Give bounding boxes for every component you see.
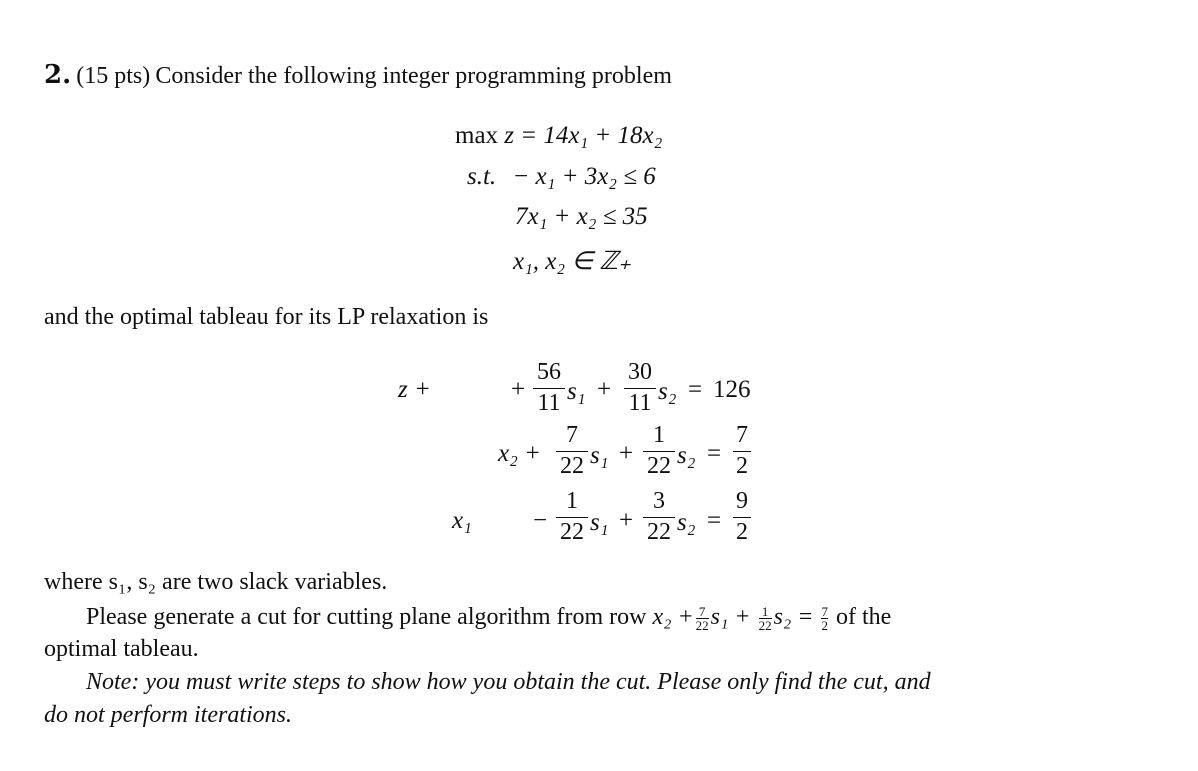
tableau-intro: and the optimal tableau for its LP relaxation is [44,304,489,330]
row1-basic: x₂ + [498,440,541,467]
row0-coef-s1 [533,358,565,415]
row1-plus: + [619,440,634,467]
row0-c2-num: 30 [628,359,652,385]
row1-rhs-num: 7 [736,422,748,448]
row2-c1-den: 22 [560,519,584,545]
row0-plus: + [597,376,612,403]
row1-c1-num: 7 [566,422,578,448]
constraint-2: 7x₁ + x₂ ≤ 35 [515,203,648,230]
row1-c2-num: 1 [653,422,665,448]
row1-rhs-den: 2 [736,453,748,479]
row0-c2-den: 11 [628,390,652,416]
row2-coef-s1 [556,487,588,544]
row2-basic: x₁ [452,507,472,534]
instruction-f2-den: 22 [758,617,772,633]
instruction-v2: s₂ = [773,604,814,630]
instruction-f2-num: 1 [761,603,769,619]
row2-rhs-den: 2 [736,519,748,545]
fraction-bar [643,517,675,518]
objective-expr: z = 14x₁ + 18x₂ [504,122,663,149]
row1-var-s2: s₂ [677,442,696,469]
row2-rhs [733,487,751,544]
instruction-suffix: of the [835,604,892,630]
row1-coef-s1 [556,421,588,478]
instruction-f1-den: 22 [695,617,709,633]
instruction-f3-num: 7 [821,603,828,619]
fraction-bar [533,388,565,389]
row2-coef-s2 [643,487,675,544]
row0-rhs: 126 [713,376,751,403]
instruction-prefix: Please generate a cut for cutting plane algorithm from row [86,604,647,630]
problem-number: 2. [44,60,72,90]
instruction-continuation: optimal tableau. [44,636,199,662]
row2-var-s2: s₂ [677,509,696,536]
row1-c1-den: 22 [560,453,584,479]
fraction-bar [624,388,656,389]
fraction-bar [556,517,588,518]
note-line-2: do not perform iterations. [44,702,293,728]
row2-c2-num: 3 [653,488,665,514]
row1-var-s1: s₁ [590,442,609,469]
row2-c1-sign: − [533,507,548,534]
instruction-f3-den: 2 [821,617,828,633]
instruction-frac-3 [821,605,828,632]
problem-header [44,60,672,90]
domain-constraint: x₁, x₂ ∈ ℤ₊ [513,248,632,275]
row2-rhs-num: 9 [736,488,748,514]
instruction-frac-1 [696,605,709,632]
row0-var-s1: s₁ [567,378,586,405]
row0-coef-s2 [624,358,656,415]
row0-c1-num: 56 [537,359,561,385]
row0-basic: z + [398,376,431,403]
row2-plus: + [619,507,634,534]
row0-var-s2: s₂ [658,378,677,405]
row1-rhs [733,421,751,478]
instruction-f1-num: 7 [698,603,706,619]
instruction-frac-2 [759,605,772,632]
objective-label: max [455,122,499,149]
problem-intro: Consider the following integer programming problem [155,63,672,89]
row2-var-s1: s₁ [590,509,609,536]
row0-c1-sign: + [511,376,526,403]
instruction-v1: s₁ + [710,604,751,630]
row2-eq: = [707,507,722,534]
constraint-line-1 [467,163,656,191]
row1-coef-s2 [643,421,675,478]
fraction-bar [733,451,751,452]
instruction-row-lhs: x₂ + [652,604,694,630]
fraction-bar [733,517,751,518]
row2-c2-den: 22 [647,519,671,545]
fraction-bar [556,451,588,452]
note-line-1: Note: you must write steps to show how you obtain the cut. Please only find the cut, and [86,669,931,695]
slack-note: where s₁, s₂ are two slack variables. [44,569,388,595]
row0-c1-den: 11 [537,390,561,416]
row1-c2-den: 22 [647,453,671,479]
problem-points: (15 pts) [76,63,151,89]
row0-eq: = [688,376,703,403]
instruction-line [86,597,891,637]
fraction-bar [643,451,675,452]
objective-line [455,122,662,150]
st-label: s.t. [467,163,497,190]
constraint-1: − x₁ + 3x₂ ≤ 6 [512,163,656,190]
row1-eq: = [707,440,722,467]
row2-c1-num: 1 [566,488,578,514]
